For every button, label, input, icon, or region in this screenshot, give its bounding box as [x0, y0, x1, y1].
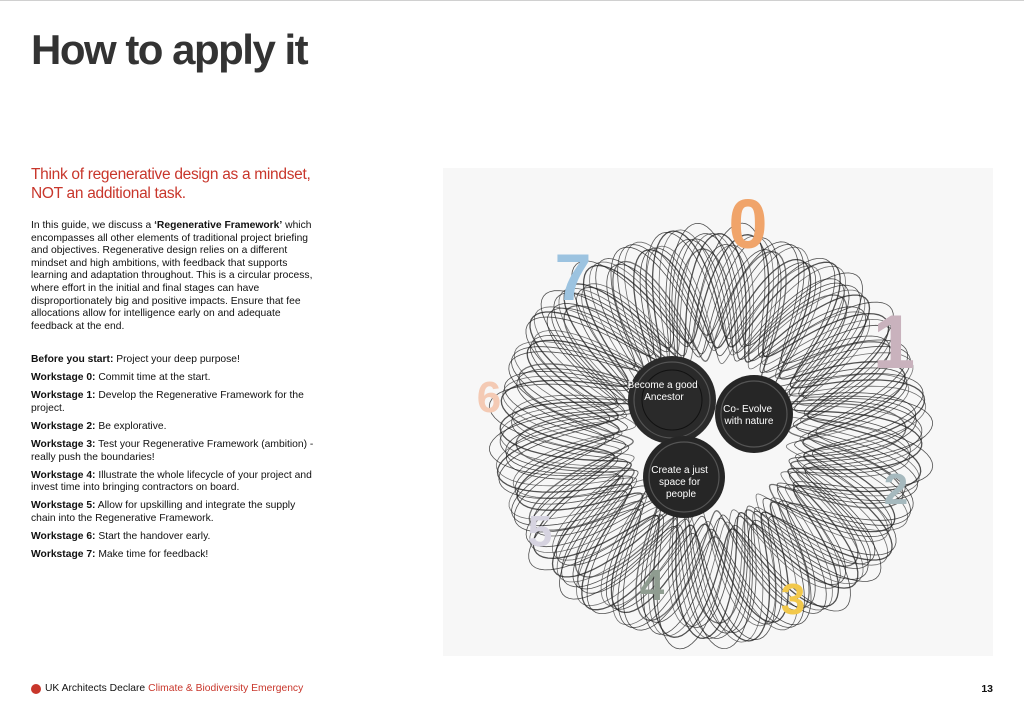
subtitle-line-1: Think of regenerative design as a mindset,: [31, 166, 311, 183]
workstage-item: [31, 390, 316, 415]
page-number: 13: [981, 683, 993, 695]
workstage-text: Develop the Regenerative Framework for the project.: [31, 390, 304, 414]
workstage-item: [31, 354, 316, 367]
workstage-key: Workstage 4:: [31, 469, 96, 481]
workstage-item: [31, 421, 316, 434]
workstage-number-0: 0: [728, 185, 768, 263]
workstage-number-7: 7: [554, 240, 592, 314]
workstage-item: [31, 549, 316, 562]
top-rule: [0, 0, 1024, 1]
intro-paragraph: [31, 220, 316, 333]
workstage-text: Make time for feedback!: [95, 549, 209, 561]
workstage-text: Start the handover early.: [95, 531, 211, 543]
footer-brand-name: UK Architects Declare: [45, 683, 146, 694]
intro-post: which encompasses all other elements of traditional project briefing and objectives. Regenerative design relies on a different mindset and high ambitions, with feedback that supports learning and adaptation throughout. This is a circular process, where effort in the initial and final stages can have disproportionately big and positive impacts. Ensure that fee allocations allow for intelligence early on and adequate feedback at the end.: [31, 220, 313, 332]
workstage-number-5: 5: [527, 507, 553, 556]
cycle-svg: [443, 168, 993, 656]
page-title: How to apply it: [31, 26, 308, 73]
circle-label-people: Create a just space for people: [651, 465, 708, 500]
circle-label-ancestor: Become a good Ancestor: [627, 380, 698, 403]
workstage-number-2: 2: [883, 465, 909, 514]
workstage-key: Workstage 5:: [31, 500, 96, 512]
workstage-key: Workstage 6:: [31, 531, 96, 543]
workstage-key: Before you start:: [31, 354, 114, 365]
workstage-text: Test your Regenerative Framework (ambition) - really push the boundaries!: [31, 438, 314, 463]
workstage-item: [31, 500, 316, 525]
workstage-item: [31, 439, 316, 464]
workstage-item: [31, 531, 316, 544]
workstage-text: Allow for upskilling and integrate the supply chain into the Regenerative Framework.: [31, 500, 296, 524]
workstage-key: Workstage 1:: [31, 390, 96, 402]
page-subtitle: [31, 165, 331, 203]
workstage-number-6: 6: [476, 373, 502, 422]
workstage-number-4: 4: [639, 561, 665, 610]
workstage-key: Workstage 0:: [31, 372, 96, 384]
workstage-key: Workstage 2:: [31, 420, 96, 432]
workstage-text: Commit time at the start.: [95, 372, 211, 384]
workstage-key: Workstage 7:: [31, 549, 96, 561]
red-dot-icon: [31, 684, 41, 694]
circle-label-nature: Co- Evolve with nature: [723, 404, 774, 427]
workstage-key: Workstage 3:: [31, 438, 96, 450]
workstage-item: [31, 470, 316, 495]
workstage-text: Be explorative.: [95, 420, 167, 432]
workstage-number-1: 1: [872, 300, 916, 385]
regenerative-cycle-illustration: [443, 168, 993, 656]
workstage-text: Illustrate the whole lifecycle of your project and invest time into bringing contractors on board.: [31, 469, 312, 494]
workstage-item: [31, 372, 316, 385]
workstage-number-3: 3: [780, 575, 806, 624]
subtitle-line-2: NOT an additional task.: [31, 185, 186, 202]
intro-pre: In this guide, we discuss a: [31, 220, 155, 231]
footer-brand: [31, 683, 303, 694]
workstage-text: Project your deep purpose!: [113, 354, 240, 365]
workstage-list: [31, 354, 316, 567]
intro-bold-term: ‘Regenerative Framework’: [154, 220, 283, 231]
footer-highlight: Climate & Biodiversity Emergency: [148, 683, 304, 694]
